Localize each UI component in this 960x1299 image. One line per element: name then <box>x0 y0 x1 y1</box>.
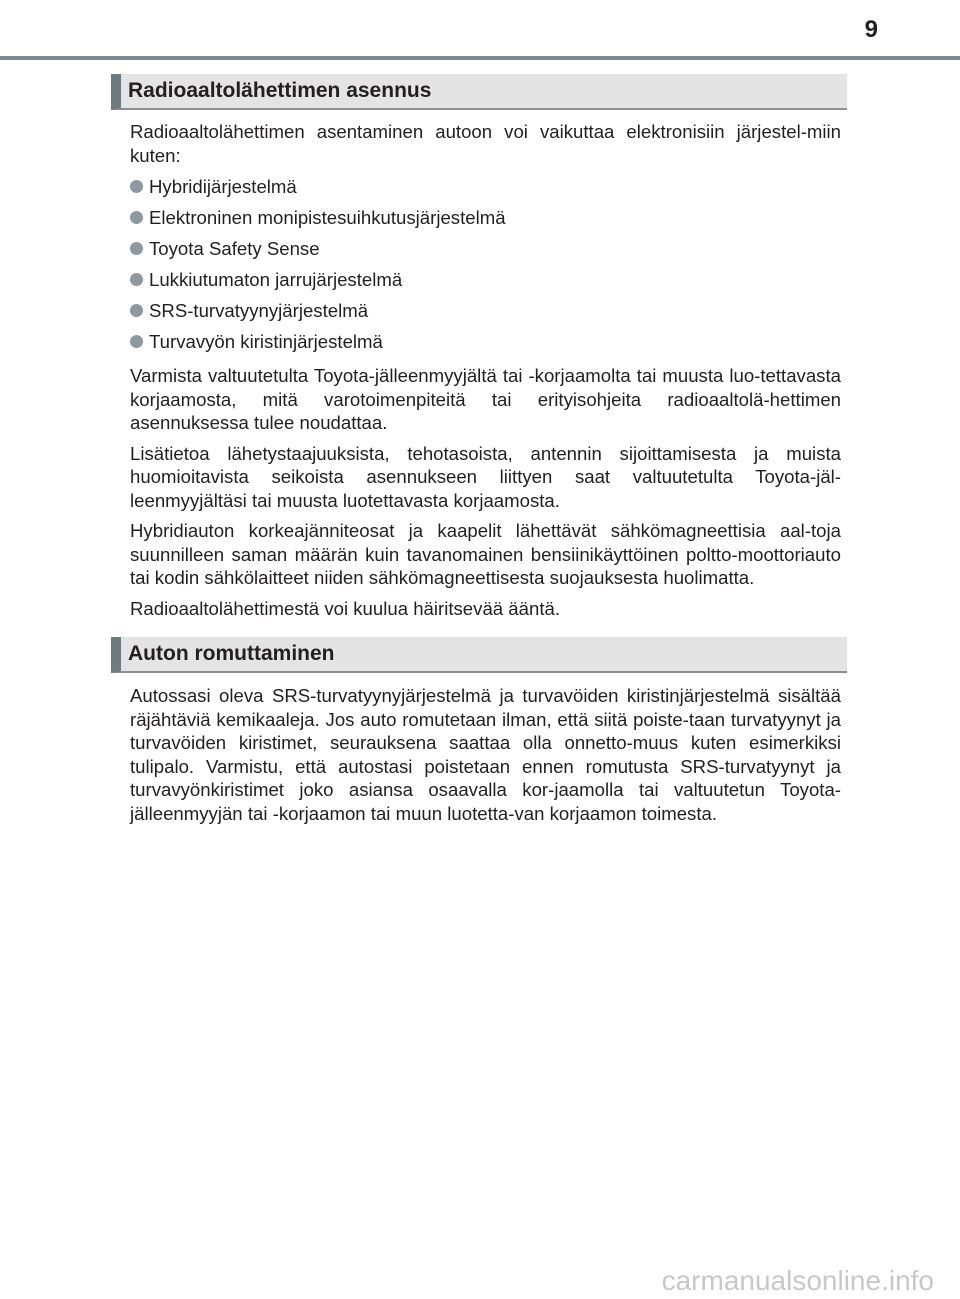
watermark: carmanualsonline.info <box>661 1265 934 1296</box>
bullet-icon <box>130 273 143 286</box>
list-item-label: Lukkiutumaton jarrujärjestelmä <box>149 268 403 290</box>
bullet-list <box>130 171 841 357</box>
bullet-icon <box>130 304 143 317</box>
bullet-icon <box>130 180 143 193</box>
bullet-icon <box>130 335 143 348</box>
list-item <box>130 202 841 233</box>
paragraph-precautions: Varmista valtuutetulta Toyota-jälleenmyyjältä tai -korjaamolta tai muusta luo-tettavasta korjaamosta, mitä varotoimenpiteitä tai erityisohjeita radioaaltolä-hettimen asennuksessa tulee noudattaa. <box>130 365 841 433</box>
bullet-icon <box>130 242 143 255</box>
page-number: 9 <box>864 16 878 43</box>
top-rule <box>0 56 960 60</box>
list-item <box>130 171 841 202</box>
paragraph-scrapping: Autossasi oleva SRS-turvatyynyjärjestelmä ja turvavöiden kiristinjärjestelmä sisältää räjähtäviä kemikaaleja. Jos auto romutetaan ilman, että siitä poiste-taan turvatyynyt ja turvavöiden kiristimet, seurauksena saattaa olla onnetto-muus kuten esimerkiksi tulipalo. Varmistu, että autostasi poistetaan ennen romutusta SRS-turvatyynyt ja turvavyönkiristimet joko asiansa osaavalla kor-jaamolla tai valtuutetun Toyota-jälleenmyyjän tai -korjaamon tai muun luotetta-van korjaamon toimesta. <box>130 685 841 824</box>
list-item <box>130 233 841 264</box>
list-item <box>130 295 841 326</box>
bullet-icon <box>130 211 143 224</box>
page-content <box>111 74 847 825</box>
list-item-label: Turvavyön kiristinjärjestelmä <box>149 330 383 352</box>
list-item <box>130 326 841 357</box>
list-item-label: Toyota Safety Sense <box>149 237 320 259</box>
section-heading-radio-transmitter <box>111 74 847 110</box>
section-title: Auton romuttaminen <box>128 642 335 665</box>
list-item-label: Hybridijärjestelmä <box>149 175 297 197</box>
section-title: Radioaaltolähettimen asennus <box>128 79 432 102</box>
paragraph-hybrid-emissions: Hybridiauton korkeajänniteosat ja kaapelit lähettävät sähkömagneettisia aal-toja suunnilleen saman määrän kuin tavanomainen bensiinikäyttöinen poltto-moottoriauto tai kodin sähkölaitteet niiden sähkömagneettisesta suojauksesta huolimatta. <box>130 520 841 588</box>
list-item-label: Elektroninen monipistesuihkutusjärjestelmä <box>149 206 506 228</box>
list-item <box>130 264 841 295</box>
paragraph-frequencies: Lisätietoa lähetystaajuuksista, tehotasoista, antennin sijoittamisesta ja muista huomioitavista seikoista asennukseen liittyen saat valtuutetulta Toyota-jäl-leenmyyjältäsi tai muusta luotettavasta korjaamosta. <box>130 442 841 511</box>
paragraph-noise: Radioaaltolähettimestä voi kuulua häiritsevää ääntä. <box>130 597 560 619</box>
section-body-scrapping <box>111 684 847 825</box>
section-heading-scrapping <box>111 637 847 673</box>
list-item-label: SRS-turvatyynyjärjestelmä <box>149 299 369 321</box>
intro-paragraph: Radioaaltolähettimen asentaminen autoon voi vaikuttaa elektronisiin järjestel-miin kuten: <box>130 121 841 166</box>
section-body-radio-transmitter <box>111 120 847 620</box>
